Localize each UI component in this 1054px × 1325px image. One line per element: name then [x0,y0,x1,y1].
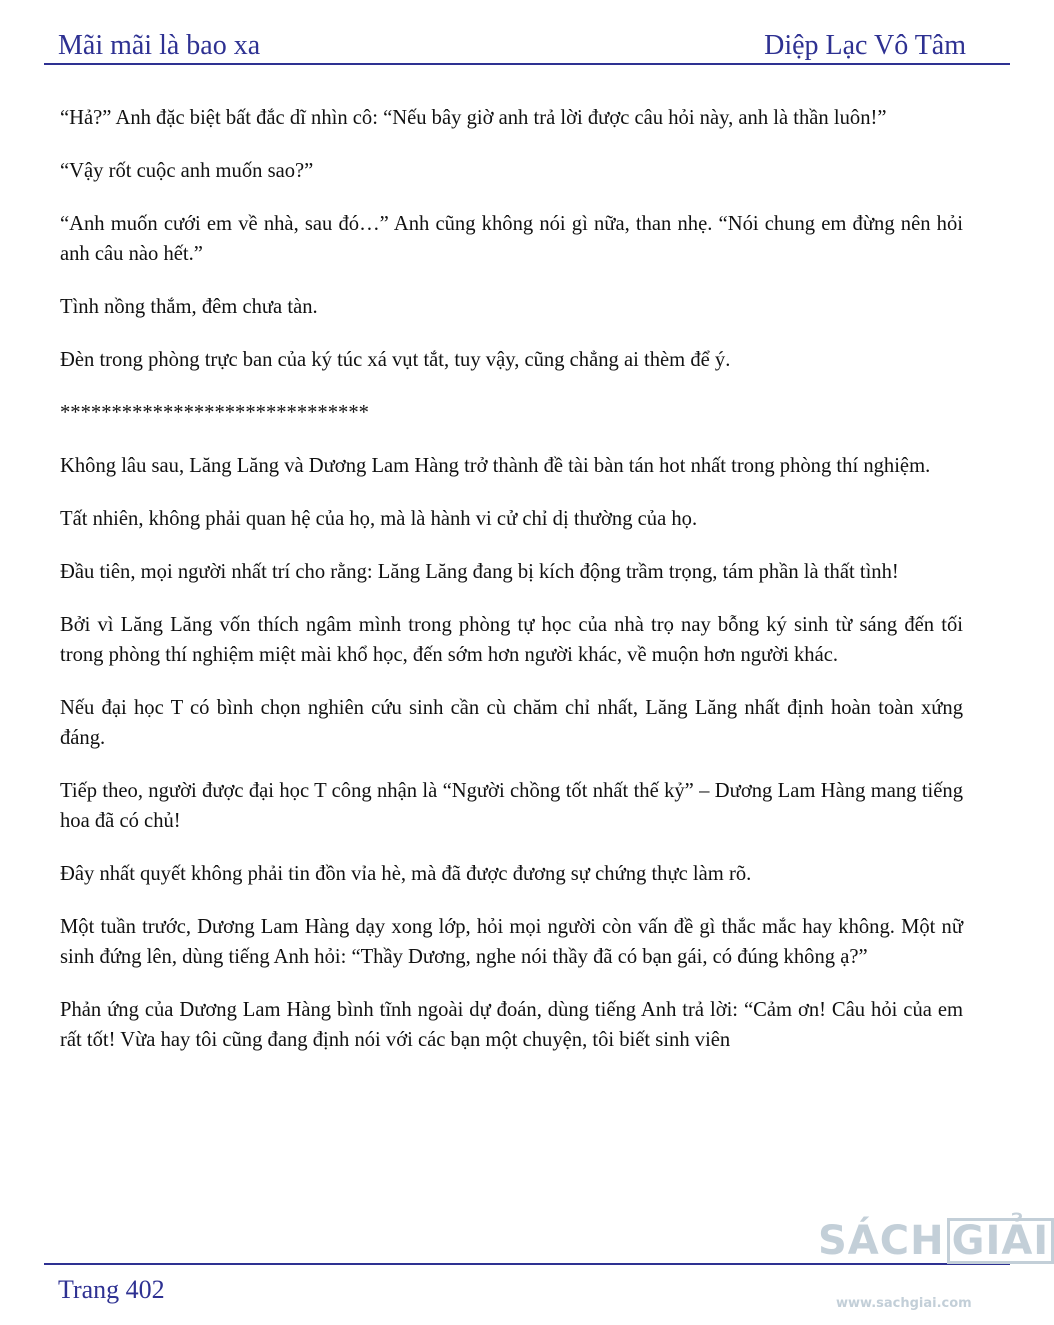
watermark-url: www.sachgiai.com [836,1296,972,1311]
paragraph: Tiếp theo, người được đại học T công nhận là “Người chồng tốt nhất thế kỷ” – Dương Lam Hàng mang tiếng hoa đã có chủ! [60,780,963,832]
page-body [60,103,963,1078]
page-header [58,22,966,62]
paragraph: “Hả?” Anh đặc biệt bất đắc dĩ nhìn cô: “Nếu bây giờ anh trả lời được câu hỏi này, anh là thần luôn!” [60,107,887,129]
paragraph: Nếu đại học T có bình chọn nghiên cứu sinh cần cù chăm chỉ nhất, Lăng Lăng nhất định hoàn toàn xứng đáng. [60,697,963,749]
author-name: Diệp Lạc Vô Tâm [764,30,966,61]
book-title: Mãi mãi là bao xa [58,30,261,61]
watermark-logo [818,1218,1054,1264]
watermark-logo-left: SÁCH [818,1218,945,1264]
paragraph: Tất nhiên, không phải quan hệ của họ, mà là hành vi cử chỉ dị thường của họ. [60,508,698,530]
page-number: Trang 402 [58,1275,165,1304]
section-separator: ****************************** [60,402,369,424]
paragraph: Phản ứng của Dương Lam Hàng bình tĩnh ngoài dự đoán, dùng tiếng Anh trả lời: “Cảm ơn! Câu hỏi của em rất tốt! Vừa hay tôi cũng đang định nói với các bạn một chuyện, tôi biết sinh viên [60,999,963,1051]
paragraph: “Anh muốn cưới em về nhà, sau đó…” Anh cũng không nói gì nữa, than nhẹ. “Nói chung em đừng nên hỏi anh câu nào hết.” [60,213,963,265]
watermark [818,1218,1050,1318]
paragraph: Một tuần trước, Dương Lam Hàng dạy xong lớp, hỏi mọi người còn vấn đề gì thắc mắc hay không. Một nữ sinh đứng lên, dùng tiếng Anh hỏi: “Thầy Dương, nghe nói thầy đã có bạn gái, có đúng không ạ?” [60,916,963,968]
paragraph: Bởi vì Lăng Lăng vốn thích ngâm mình trong phòng tự học của nhà trọ nay bỗng ký sinh từ sáng đến tối trong phòng thí nghiệm miệt mài khổ học, đến sớm hơn người khác, về muộn hơn người khác. [60,614,963,666]
paragraph: Đây nhất quyết không phải tin đồn vỉa hè, mà đã được đương sự chứng thực làm rõ. [60,863,752,885]
paragraph: Đầu tiên, mọi người nhất trí cho rằng: Lăng Lăng đang bị kích động trầm trọng, tám phần là thất tình! [60,561,899,583]
paragraph: Tình nồng thắm, đêm chưa tàn. [60,296,318,318]
watermark-logo-right: GIẢI [947,1218,1054,1264]
paragraph: Không lâu sau, Lăng Lăng và Dương Lam Hàng trở thành đề tài bàn tán hot nhất trong phòng thí nghiệm. [60,455,931,477]
paragraph: “Vậy rốt cuộc anh muốn sao?” [60,160,314,182]
header-divider [44,63,1010,65]
paragraph: Đèn trong phòng trực ban của ký túc xá vụt tắt, tuy vậy, cũng chẳng ai thèm để ý. [60,349,731,371]
